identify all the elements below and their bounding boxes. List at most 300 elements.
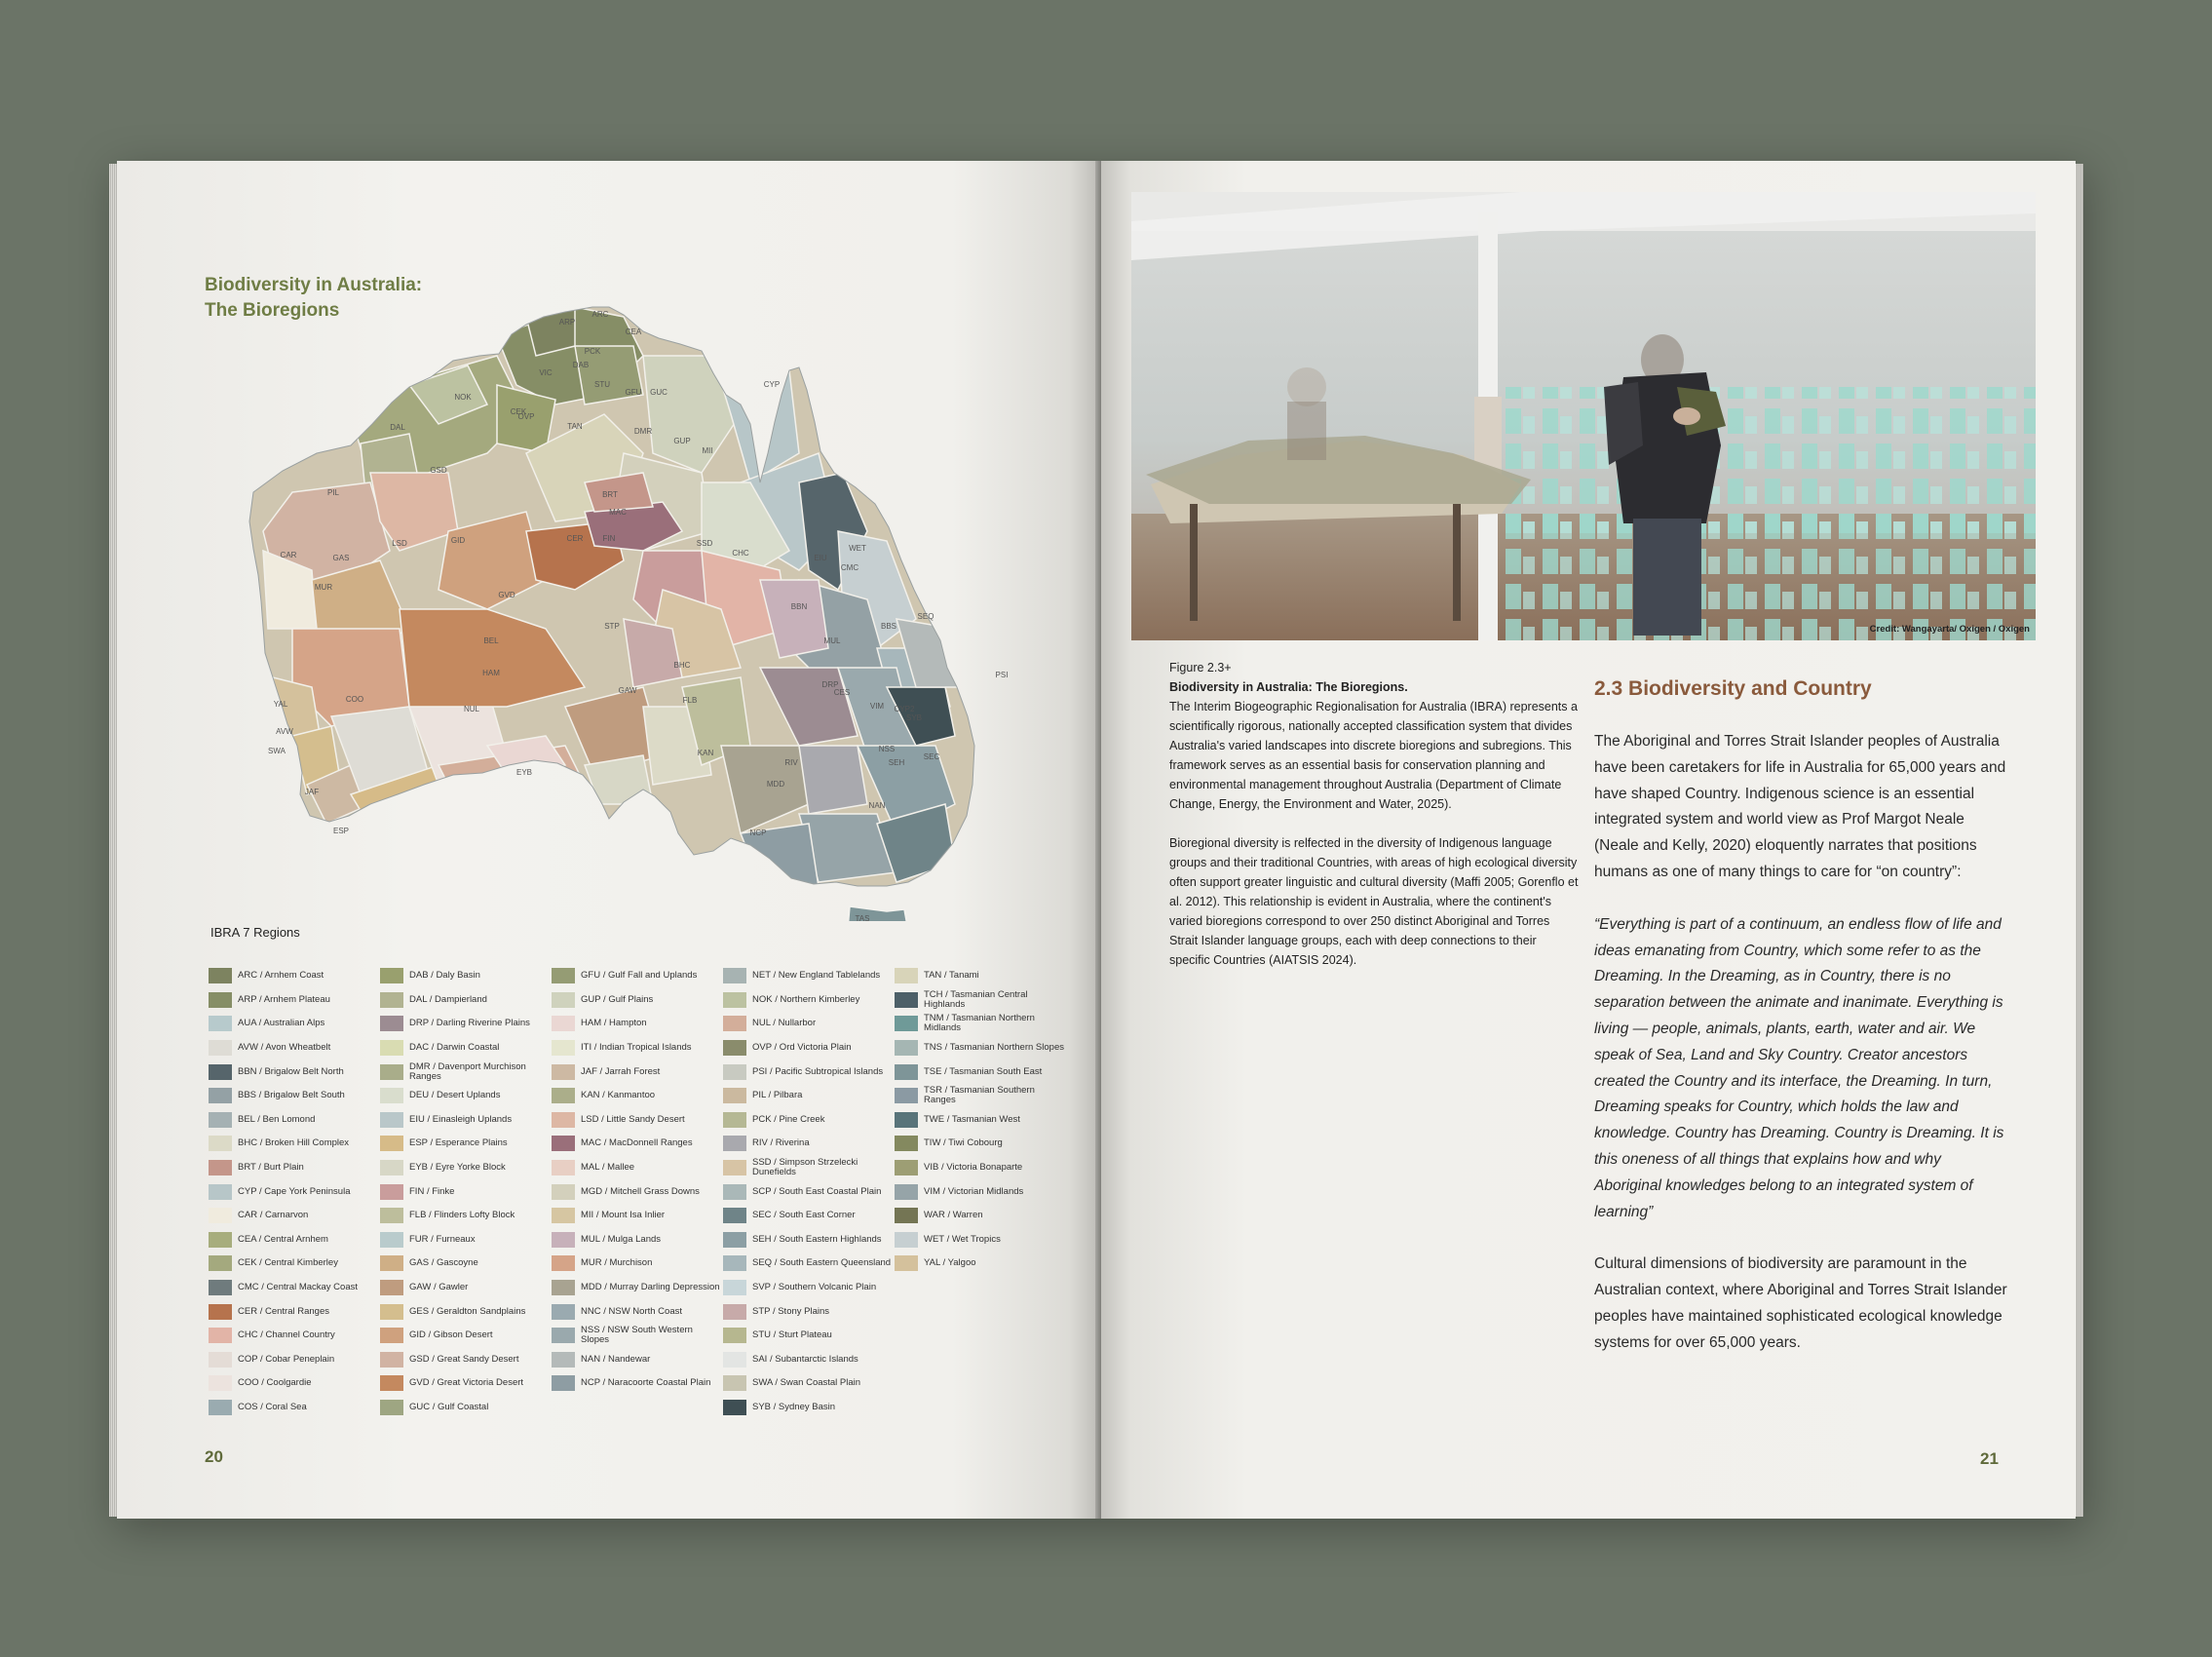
legend-label: NOK / Northern Kimberley (752, 993, 860, 1005)
legend-swatch (723, 1400, 746, 1415)
legend-swatch (380, 1184, 403, 1200)
legend-swatch (723, 1255, 746, 1271)
legend-item (723, 1012, 895, 1036)
legend-swatch (552, 1160, 575, 1175)
legend-label: CEA / Central Arnhem (238, 1233, 328, 1245)
map-region-label: ARP (558, 318, 576, 327)
legend-swatch (380, 1040, 403, 1056)
legend-label: ARP / Arnhem Plateau (238, 993, 330, 1005)
map-title-line-1: Biodiversity in Australia: (205, 275, 423, 295)
legend-swatch (380, 1232, 403, 1248)
legend-item (380, 1084, 552, 1108)
legend-label: GFU / Gulf Fall and Uplands (581, 970, 698, 982)
map-region-label: GSD (430, 466, 447, 475)
legend-swatch (552, 1088, 575, 1103)
map-region-label: GVD (498, 591, 515, 599)
legend-swatch (380, 1375, 403, 1391)
legend-label: TNS / Tasmanian Northern Slopes (924, 1042, 1064, 1054)
legend-label: CMC / Central Mackay Coast (238, 1282, 359, 1293)
legend-item (209, 1348, 380, 1372)
legend-label: EIU / Einasleigh Uplands (409, 1113, 513, 1125)
legend-swatch (723, 1375, 746, 1391)
legend-label: FUR / Furneaux (409, 1233, 476, 1245)
legend-label: RIV / Riverina (752, 1137, 810, 1149)
map-region-label: NCP (749, 828, 767, 837)
map-region-label: STP (604, 622, 620, 631)
legend-item (552, 1252, 723, 1276)
map-region-label: PCK (584, 347, 601, 356)
map-region-label: GID (450, 536, 466, 545)
legend-item (552, 1060, 723, 1084)
legend-item (895, 1036, 1066, 1060)
legend-item (380, 1396, 552, 1420)
legend-swatch (723, 1064, 746, 1080)
legend-item (209, 1299, 380, 1324)
legend-label: SCP / South East Coastal Plain (752, 1185, 882, 1197)
map-region-label: AVW (276, 727, 293, 736)
legend-swatch (380, 1280, 403, 1295)
legend-label: BRT / Burt Plain (238, 1162, 304, 1174)
map-region-label: EYB (515, 768, 533, 777)
legend-label: NSS / NSW South Western Slopes (581, 1325, 693, 1346)
legend-item (552, 1132, 723, 1156)
map-region-label: TAN (567, 422, 583, 431)
legend-label: TCH / Tasmanian Central Highlands (924, 988, 1028, 1010)
map-region-label: SSD (696, 539, 713, 548)
map-region-label: BEL (483, 636, 499, 645)
map-region-label: CYP2 (894, 705, 915, 713)
map-region-label: WET (849, 544, 866, 553)
legend-swatch (209, 1088, 232, 1103)
map-title-line-2: The Bioregions (205, 300, 340, 321)
legend-label: PCK / Pine Creek (752, 1113, 825, 1125)
legend-item (380, 964, 552, 988)
legend-item (380, 1108, 552, 1133)
legend-label: CHC / Channel Country (238, 1329, 335, 1341)
legend-item (209, 1204, 380, 1228)
australia-bioregions-map (117, 161, 1099, 921)
legend-swatch (895, 1208, 918, 1223)
legend-label: HAM / Hampton (581, 1018, 647, 1029)
legend-label: MUR / Murchison (581, 1257, 653, 1269)
figure-caption (1169, 658, 1579, 989)
legend-item (552, 1108, 723, 1133)
map-region-label: NAN (868, 801, 886, 810)
map-region-label: CER (566, 534, 584, 543)
map-region-label: JAF (304, 788, 320, 796)
map-region-label: GUC (650, 388, 667, 397)
map-region-label: YAL (273, 700, 288, 709)
legend-swatch (552, 1328, 575, 1343)
legend-swatch (895, 968, 918, 983)
map-region-label: SEC (923, 752, 940, 761)
legend-label: BBS / Brigalow Belt South (238, 1090, 345, 1101)
legend-label: SVP / Southern Volcanic Plain (752, 1282, 877, 1293)
legend-swatch (895, 1040, 918, 1056)
legend-swatch (380, 1304, 403, 1320)
legend-swatch (380, 1136, 403, 1151)
body-paragraph-2: Cultural dimensions of biodiversity are paramount in the Australian context, where Aboriginal and Torres Strait Islander peoples have maintained sophisticated ecological knowledge systems for over 65,000 years. (1594, 1255, 2007, 1351)
legend-swatch (209, 1136, 232, 1151)
legend-label: NET / New England Tablelands (752, 970, 881, 982)
legend-label: GUP / Gulf Plains (581, 993, 654, 1005)
legend-swatch (209, 1304, 232, 1320)
map-region-label: ESP (332, 827, 350, 835)
legend-item (380, 1179, 552, 1204)
legend-swatch (552, 1184, 575, 1200)
legend-swatch (380, 1352, 403, 1368)
map-region-label: NUL (463, 705, 480, 713)
legend-item (723, 1396, 895, 1420)
legend-item (895, 1084, 1066, 1108)
legend-item (723, 1324, 895, 1348)
map-region-label: CHC (732, 549, 749, 558)
legend-swatch (723, 1088, 746, 1103)
legend-item (209, 1132, 380, 1156)
legend-swatch (895, 1064, 918, 1080)
legend-swatch (552, 1112, 575, 1128)
legend-swatch (380, 968, 403, 983)
legend-swatch (723, 1352, 746, 1368)
legend-swatch (723, 1304, 746, 1320)
legend-item (552, 1324, 723, 1348)
legend-swatch (723, 1328, 746, 1343)
map-region-label: MUL (823, 636, 841, 645)
legend-label: DMR / Davenport Murchison Ranges (409, 1060, 526, 1082)
legend-swatch (723, 1184, 746, 1200)
legend-item (209, 1012, 380, 1036)
legend-item (209, 1060, 380, 1084)
legend-item (380, 1156, 552, 1180)
legend-item (552, 988, 723, 1013)
legend-column (380, 964, 552, 1419)
legend-item (723, 1060, 895, 1084)
legend-swatch (723, 1136, 746, 1151)
legend-item (380, 1060, 552, 1084)
legend-swatch (209, 1255, 232, 1271)
legend-swatch (552, 1280, 575, 1295)
legend-item (723, 1276, 895, 1300)
legend-label: YAL / Yalgoo (924, 1257, 976, 1269)
legend-item (895, 1012, 1066, 1036)
legend-item (723, 1108, 895, 1133)
legend-item (380, 1036, 552, 1060)
legend-swatch (552, 1016, 575, 1031)
legend-swatch (552, 1232, 575, 1248)
legend-label: COO / Coolgardie (238, 1377, 312, 1389)
legend-label: WET / Wet Tropics (924, 1233, 1001, 1245)
legend-label: DAL / Dampierland (409, 993, 487, 1005)
map-region-label: SYB (905, 713, 923, 722)
legend-swatch (895, 1112, 918, 1128)
legend-swatch (209, 1352, 232, 1368)
legend-item (380, 1012, 552, 1036)
map-region-label: VIM (869, 702, 885, 711)
legend-swatch (895, 1136, 918, 1151)
map-region-label: FLB (682, 696, 698, 705)
map-region-label: HAM (482, 669, 500, 677)
legend-swatch (209, 1400, 232, 1415)
legend-item (209, 1156, 380, 1180)
legend-label: MAL / Mallee (581, 1162, 635, 1174)
legend-item (895, 1252, 1066, 1276)
figure-title: Biodiversity in Australia: The Bioregions. (1169, 680, 1408, 694)
legend-label: EYB / Eyre Yorke Block (409, 1162, 506, 1174)
legend-swatch (552, 992, 575, 1008)
legend-label: ITI / Indian Tropical Islands (581, 1042, 692, 1054)
legend-swatch (380, 1400, 403, 1415)
map-region-label: CEA (625, 328, 642, 336)
legend-item (552, 1012, 723, 1036)
legend-label: PIL / Pilbara (752, 1090, 803, 1101)
body-paragraph-1: The Aboriginal and Torres Strait Islander peoples of Australia have been caretakers for life in Australia for 65,000 years and have shaped Country. Indigenous science is an essential integrated system and world view as Prof Margot Neale (Neale and Kelly, 2020) eloquently narrates that positions humans as one of many things to care for “on country”: (1594, 733, 2006, 880)
legend-label: CYP / Cape York Peninsula (238, 1185, 351, 1197)
legend-item (723, 1179, 895, 1204)
legend-item (380, 1252, 552, 1276)
legend-item (723, 1132, 895, 1156)
legend-column (209, 964, 380, 1419)
legend-label: OVP / Ord Victoria Plain (752, 1042, 852, 1054)
legend-swatch (552, 1040, 575, 1056)
legend-swatch (380, 1112, 403, 1128)
legend-label: STU / Sturt Plateau (752, 1329, 832, 1341)
map-region-label: DMR (633, 427, 653, 436)
legend-item (380, 988, 552, 1013)
legend-label: AUA / Australian Alps (238, 1018, 325, 1029)
legend-label: STP / Stony Plains (752, 1305, 830, 1317)
legend-swatch (209, 1232, 232, 1248)
legend-swatch (723, 992, 746, 1008)
figure-text: The Interim Biogeographic Regionalisation for Australia (IBRA) represents a scientifically rigorous, nationally accepted classification system that divides Australia's varied landscapes into discrete bioregions and subregions. This framework serves as an essential basis for conservation planning and environmental management throughout Australia (Department of Climate Change, Energy, the Environment and Water, 2025). (1169, 700, 1578, 811)
legend-label: SEC / South East Corner (752, 1210, 856, 1221)
legend-label: NCP / Naracoorte Coastal Plain (581, 1377, 711, 1389)
legend-item (723, 964, 895, 988)
legend-item (552, 1228, 723, 1252)
map-region-label: CMC (840, 563, 859, 572)
legend-swatch (552, 1375, 575, 1391)
legend-item (380, 1204, 552, 1228)
map-region-label: BBS (880, 622, 897, 631)
legend-swatch (723, 1016, 746, 1031)
legend-swatch (895, 1160, 918, 1175)
legend-item (380, 1276, 552, 1300)
legend-swatch (723, 1280, 746, 1295)
map-region-label: COO (345, 695, 364, 704)
legend-swatch (209, 1112, 232, 1128)
left-page (117, 161, 1099, 1519)
map-region-label: DAB (572, 361, 590, 369)
map-region-label: LSD (392, 539, 407, 548)
legend-swatch (209, 1184, 232, 1200)
legend-swatch (723, 1112, 746, 1128)
map-region-label: KAN (697, 749, 714, 757)
legend-label: GVD / Great Victoria Desert (409, 1377, 524, 1389)
map-region-label: BBN (790, 602, 808, 611)
legend-item (723, 988, 895, 1013)
legend-label: BHC / Broken Hill Complex (238, 1137, 350, 1149)
legend-item (895, 1132, 1066, 1156)
map-region-label: OVP (517, 412, 535, 421)
legend-item (209, 1371, 380, 1396)
legend-label: LSD / Little Sandy Desert (581, 1113, 685, 1125)
legend-item (895, 1179, 1066, 1204)
map-region-label: BHC (673, 661, 691, 670)
legend-label: COS / Coral Sea (238, 1401, 307, 1412)
legend-label: GUC / Gulf Coastal (409, 1401, 489, 1412)
legend-item (552, 1036, 723, 1060)
legend-swatch (380, 1160, 403, 1175)
legend-item (723, 1228, 895, 1252)
legend-swatch (209, 1375, 232, 1391)
legend-label: SSD / Simpson Strzelecki Dunefields (752, 1157, 858, 1178)
legend-label: TWE / Tasmanian West (924, 1113, 1020, 1125)
legend-label: MGD / Mitchell Grass Downs (581, 1185, 700, 1197)
legend-label: SWA / Swan Coastal Plain (752, 1377, 861, 1389)
legend-label: DEU / Desert Uplands (409, 1090, 501, 1101)
legend-item (552, 1156, 723, 1180)
legend-label: DRP / Darling Riverine Plains (409, 1018, 530, 1029)
legend-item (895, 1108, 1066, 1133)
legend-label: SEQ / South Eastern Queensland (752, 1257, 892, 1269)
legend-swatch (723, 1040, 746, 1056)
map-region-label: RIV (784, 758, 798, 767)
legend-item (895, 1204, 1066, 1228)
legend-swatch (552, 968, 575, 983)
legend-swatch (380, 1328, 403, 1343)
legend-label: MUL / Mulga Lands (581, 1233, 662, 1245)
legend-label: TAN / Tanami (924, 970, 979, 982)
legend-item (723, 1348, 895, 1372)
legend-label: SEH / South Eastern Highlands (752, 1233, 882, 1245)
legend-item (552, 1348, 723, 1372)
quote-paragraph: “Everything is part of a continuum, an endless flow of life and ideas emanating from Country, which some refer to as the Dreaming. In the Dreaming, as in Country, there is no separation between the animate and inanimate. Everything is living — people, animals, plants, earth, water and air. We speak of Sea, Land and Sky Country. Creator ancestors created the Country and its interface, the Dreaming. In turn, Dreaming speaks for Country, which holds the law and knowledge. Country has Dreaming. Country is Dreaming. It is this oneness of all things that explains how and why Aboriginal knowledges belong to an integrated system of learning” (1594, 915, 2004, 1220)
right-page (1101, 161, 2076, 1519)
legend-label: BEL / Ben Lomond (238, 1113, 316, 1125)
figure-text-2: Bioregional diversity is relfected in the diversity of Indigenous language groups and their traditional Countries, with areas of high ecological diversity often support greater linguistic and cultural diversity (Maffi 2005; Gorenflo et al. 2012). This relationship is evident in Australia, where the continent's varied bioregions correspond to over 250 distinct Aboriginal and Torres Strait Islander language groups, each with deep connections to their specific Countries (AIATSIS 2024). (1169, 836, 1579, 967)
legend-swatch (209, 968, 232, 983)
legend-item (380, 1228, 552, 1252)
photo-credit: Credit: Wangayarta/ Oxigen / Oxigen (1869, 624, 2030, 635)
legend-swatch (723, 1208, 746, 1223)
map-region-label: GAS (332, 554, 350, 562)
page-number-left: 20 (205, 1447, 223, 1466)
legend-item (552, 1299, 723, 1324)
legend-swatch (380, 1064, 403, 1080)
legend-item (209, 1276, 380, 1300)
legend-item (723, 1036, 895, 1060)
legend-swatch (552, 1064, 575, 1080)
legend-label: KAN / Kanmantoo (581, 1090, 656, 1101)
legend-title: IBRA 7 Regions (210, 925, 300, 940)
legend-swatch (895, 1088, 918, 1103)
legend-label: GID / Gibson Desert (409, 1329, 493, 1341)
legend-swatch (209, 992, 232, 1008)
map-region-label: EIU (814, 554, 827, 562)
legend-label: SAI / Subantarctic Islands (752, 1353, 858, 1365)
photo-image (1131, 192, 2036, 640)
legend-item (552, 1276, 723, 1300)
legend-label: ARC / Arnhem Coast (238, 970, 324, 982)
legend-label: VIB / Victoria Bonaparte (924, 1162, 1023, 1174)
map-region-label: CAR (280, 551, 297, 559)
legend-item (552, 1179, 723, 1204)
legend-swatch (723, 1160, 746, 1175)
legend-label: GAS / Gascoyne (409, 1257, 478, 1269)
map-region-label: MAC (609, 508, 627, 517)
legend-swatch (380, 1088, 403, 1103)
legend-item (552, 1371, 723, 1396)
legend-item (552, 964, 723, 988)
map-region-label: TAS (855, 914, 870, 921)
legend-item (209, 1084, 380, 1108)
legend-label: GES / Geraldton Sandplains (409, 1305, 526, 1317)
legend-label: TIW / Tiwi Cobourg (924, 1137, 1003, 1149)
legend-column (723, 964, 895, 1419)
legend-label: TSR / Tasmanian Southern Ranges (924, 1085, 1035, 1106)
legend-swatch (209, 1016, 232, 1031)
map-regions (244, 297, 984, 902)
legend-item (895, 1228, 1066, 1252)
legend-item (895, 1156, 1066, 1180)
legend-swatch (380, 1255, 403, 1271)
legend-label: MDD / Murray Darling Depression (581, 1282, 720, 1293)
legend-label: NNC / NSW North Coast (581, 1305, 682, 1317)
map-region-label: VIC (539, 368, 553, 377)
legend-label: GAW / Gawler (409, 1282, 469, 1293)
map-region-label: PSI (995, 671, 1009, 679)
map-region-label: CEK (510, 407, 527, 416)
legend-swatch (552, 1208, 575, 1223)
legend-label: VIM / Victorian Midlands (924, 1185, 1024, 1197)
legend-swatch (209, 1208, 232, 1223)
legend-label: FIN / Finke (409, 1185, 455, 1197)
legend-swatch (209, 1160, 232, 1175)
legend-swatch (895, 992, 918, 1008)
legend-label: ESP / Esperance Plains (409, 1137, 508, 1149)
legend-swatch (552, 1304, 575, 1320)
map-region-label: GFU (625, 388, 642, 397)
map-region-label: GUP (673, 437, 691, 445)
page-number-right: 21 (1980, 1449, 1999, 1468)
map-region-label: CYP (763, 380, 781, 389)
legend-swatch (895, 1184, 918, 1200)
map-region-label: DAL (390, 423, 405, 432)
legend-swatch (209, 1328, 232, 1343)
legend-item (895, 1060, 1066, 1084)
legend-label: AVW / Avon Wheatbelt (238, 1042, 331, 1054)
legend-label: NUL / Nullarbor (752, 1018, 817, 1029)
legend-item (209, 964, 380, 988)
legend-column (895, 964, 1066, 1276)
legend-swatch (552, 1136, 575, 1151)
legend-label: TSE / Tasmanian South East (924, 1065, 1043, 1077)
legend-item (552, 1204, 723, 1228)
legend-swatch (380, 992, 403, 1008)
map-region-label: MUR (314, 583, 333, 592)
map-region-label: SEH (888, 758, 905, 767)
legend-label: CEK / Central Kimberley (238, 1257, 338, 1269)
legend-item (209, 1108, 380, 1133)
map-region-label: SWA (268, 747, 286, 755)
section-title: 2.3 Biodiversity and Country (1594, 677, 1872, 700)
legend-column (552, 964, 723, 1396)
legend-item (380, 1299, 552, 1324)
map-region-label: STU (594, 380, 610, 389)
legend-label: TNM / Tasmanian Northern Midlands (924, 1013, 1035, 1034)
legend-label: CAR / Carnarvon (238, 1210, 309, 1221)
body-text (1594, 729, 2009, 1383)
legend-swatch (552, 1255, 575, 1271)
